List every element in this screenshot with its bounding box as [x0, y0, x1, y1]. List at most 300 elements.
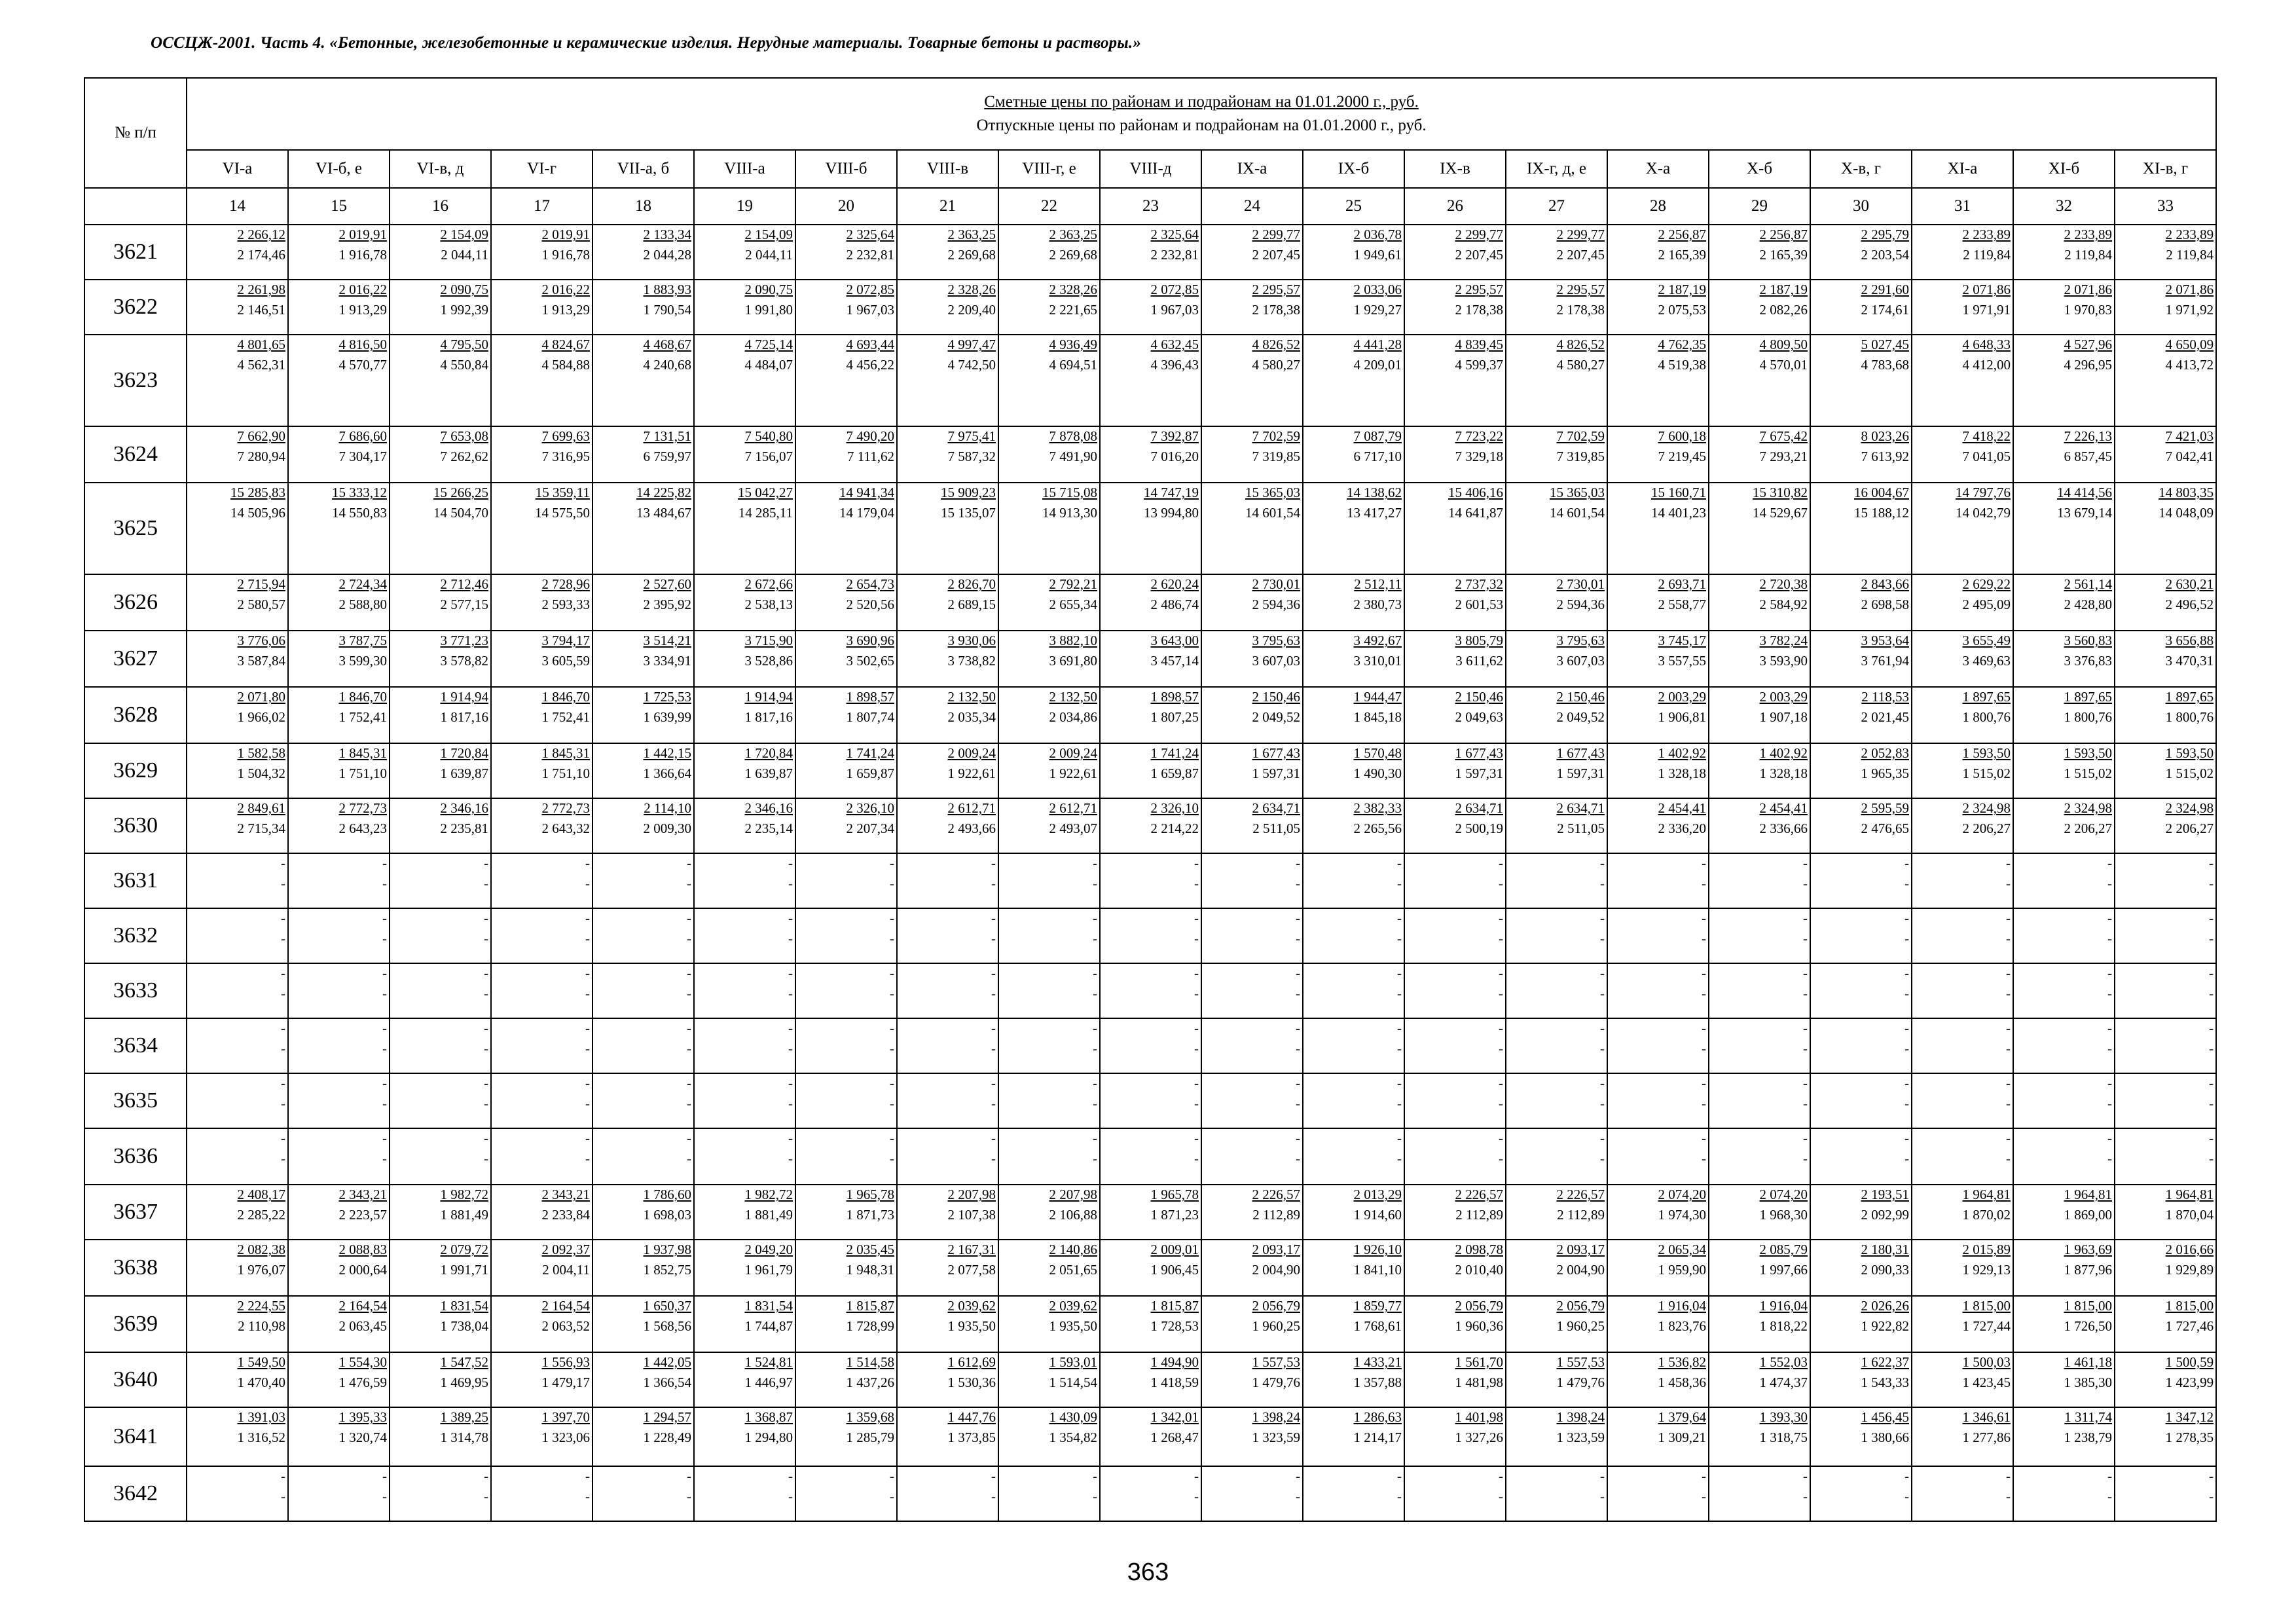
price-cell	[998, 1407, 1100, 1466]
estimate-price: -	[1093, 1020, 1097, 1036]
estimate-price: -	[991, 1020, 996, 1036]
price-cell	[288, 743, 390, 798]
price-cell	[1100, 1128, 1201, 1185]
release-price: 14 601,54	[1245, 505, 1300, 521]
price-cell	[1709, 1352, 1810, 1407]
column-index: 19	[694, 188, 795, 225]
estimate-price: 1 286,63	[1353, 1409, 1402, 1425]
release-price: -	[1194, 1041, 1199, 1056]
release-price: 2 588,80	[338, 597, 387, 612]
release-price: -	[1397, 1041, 1402, 1056]
price-cell	[694, 631, 795, 687]
release-price: -	[585, 986, 590, 1001]
estimate-price: 4 468,67	[643, 337, 691, 352]
estimate-price: 3 656,88	[2165, 633, 2214, 648]
price-cell	[491, 743, 592, 798]
release-price: -	[1803, 1151, 1808, 1166]
estimate-price: 2 634,71	[1455, 800, 1503, 816]
release-price: 1 800,76	[2165, 709, 2214, 725]
price-cell	[1709, 908, 1810, 963]
estimate-price: -	[585, 1020, 590, 1036]
column-index: 14	[187, 188, 288, 225]
estimate-price: 2 071,80	[237, 689, 285, 705]
estimate-price: -	[991, 1130, 996, 1146]
price-cell	[187, 631, 288, 687]
price-cell	[592, 1240, 694, 1296]
release-price: 2 232,81	[846, 247, 894, 263]
price-cell	[1201, 908, 1303, 963]
release-price: -	[991, 1096, 996, 1111]
estimate-price: 4 997,47	[947, 337, 996, 352]
price-cell	[1810, 1407, 1912, 1466]
release-price: 2 178,38	[1556, 302, 1605, 318]
price-cell	[1404, 1073, 1506, 1128]
release-price: -	[1499, 1096, 1503, 1111]
price-cell	[2115, 743, 2216, 798]
price-cell	[795, 1352, 897, 1407]
price-cell	[998, 574, 1100, 631]
release-price: -	[1093, 931, 1097, 946]
price-cell	[694, 426, 795, 483]
table-row	[84, 908, 2216, 963]
estimate-price: 1 741,24	[846, 745, 894, 761]
release-price: -	[281, 931, 285, 946]
price-cell	[1912, 1352, 2013, 1407]
release-price: 2 207,45	[1455, 247, 1503, 263]
estimate-price: 3 643,00	[1150, 633, 1199, 648]
release-price: 2 577,15	[440, 597, 488, 612]
estimate-price: -	[484, 910, 488, 926]
estimate-price: 14 138,62	[1347, 485, 1402, 500]
estimate-price: 4 693,44	[846, 337, 894, 352]
release-price: -	[484, 1488, 488, 1504]
estimate-price: -	[585, 1075, 590, 1091]
price-cell	[1201, 1407, 1303, 1466]
estimate-price: 2 512,11	[1354, 576, 1402, 592]
estimate-price: 2 343,21	[338, 1187, 387, 1202]
price-cell	[897, 1352, 998, 1407]
release-price: 1 469,95	[440, 1375, 488, 1390]
estimate-price: 1 612,69	[947, 1354, 996, 1370]
release-price: 14 401,23	[1651, 505, 1706, 521]
estimate-price: 3 795,63	[1556, 633, 1605, 648]
price-cell	[2013, 1407, 2115, 1466]
release-price: 2 004,90	[1556, 1262, 1605, 1278]
release-price: 2 493,66	[947, 821, 996, 836]
estimate-price: 7 702,59	[1252, 428, 1300, 444]
release-price: -	[281, 876, 285, 891]
release-price: -	[1803, 986, 1808, 1001]
estimate-price: -	[1093, 855, 1097, 871]
price-cell	[1912, 1407, 2013, 1466]
release-price: 1 530,36	[947, 1375, 996, 1390]
price-title-cell	[187, 78, 2216, 150]
estimate-price: 7 600,18	[1658, 428, 1706, 444]
release-price: -	[1194, 876, 1199, 891]
release-price: -	[1499, 931, 1503, 946]
estimate-price: 1 442,15	[643, 745, 691, 761]
release-price: 1 314,78	[440, 1430, 488, 1445]
estimate-price: 2 065,34	[1658, 1242, 1706, 1257]
estimate-price: 1 914,94	[744, 689, 793, 705]
release-price: -	[1296, 1151, 1300, 1166]
estimate-price: 7 699,63	[541, 428, 590, 444]
price-cell	[998, 1352, 1100, 1407]
price-cell	[288, 280, 390, 335]
estimate-price: -	[788, 855, 793, 871]
release-price: 1 913,29	[541, 302, 590, 318]
estimate-price: 15 365,03	[1245, 485, 1300, 500]
estimate-price: 1 963,69	[2064, 1242, 2112, 1257]
estimate-price: -	[1803, 1468, 1808, 1484]
release-price: 14 641,87	[1448, 505, 1503, 521]
release-price: 2 476,65	[1861, 821, 1909, 836]
estimate-price: 2 826,70	[947, 576, 996, 592]
estimate-price: 3 771,23	[440, 633, 488, 648]
release-price: 1 423,45	[1962, 1375, 2011, 1390]
estimate-price: -	[2209, 910, 2214, 926]
release-price: -	[1904, 1096, 1909, 1111]
price-cell	[491, 1018, 592, 1073]
estimate-price: 1 401,98	[1455, 1409, 1503, 1425]
price-cell	[1201, 574, 1303, 631]
release-price: -	[2107, 986, 2112, 1001]
release-price: 14 042,79	[1956, 505, 2011, 521]
estimate-price: 2 164,54	[338, 1298, 387, 1314]
release-price: -	[585, 1488, 590, 1504]
release-price: -	[1194, 1096, 1199, 1111]
estimate-price: 2 346,16	[744, 800, 793, 816]
estimate-price: 2 843,66	[1861, 576, 1909, 592]
release-price: 7 280,94	[237, 449, 285, 464]
price-cell	[1810, 963, 1912, 1018]
price-cell	[592, 1296, 694, 1352]
estimate-price: 2 026,26	[1861, 1298, 1909, 1314]
price-cell	[592, 1407, 694, 1466]
release-price: -	[1499, 986, 1503, 1001]
price-cell	[491, 280, 592, 335]
price-cell	[694, 1018, 795, 1073]
estimate-price: 2 325,64	[846, 227, 894, 242]
price-cell	[491, 225, 592, 280]
release-price: 1 727,46	[2165, 1318, 2214, 1334]
estimate-price: 4 839,45	[1455, 337, 1503, 352]
estimate-price: 2 712,46	[440, 576, 488, 592]
release-price: 7 016,20	[1150, 449, 1199, 464]
estimate-price: 2 224,55	[237, 1298, 285, 1314]
estimate-price: -	[1194, 1468, 1199, 1484]
release-price: 1 965,35	[1861, 766, 1909, 781]
release-price: 1 728,99	[846, 1318, 894, 1334]
release-price: 2 034,86	[1049, 709, 1097, 725]
release-price: 1 479,76	[1556, 1375, 1605, 1390]
release-price: 2 119,84	[2166, 247, 2214, 263]
release-price: 1 922,61	[1049, 766, 1097, 781]
release-price: 1 214,17	[1353, 1430, 1402, 1445]
estimate-price: 2 328,26	[947, 282, 996, 297]
release-price: 4 396,43	[1150, 357, 1199, 373]
estimate-price: 2 295,79	[1861, 227, 1909, 242]
estimate-price: 1 397,70	[541, 1409, 590, 1425]
estimate-price: 2 295,57	[1556, 282, 1605, 297]
release-price: 1 751,10	[338, 766, 387, 781]
estimate-price: -	[890, 1075, 894, 1091]
estimate-price: 4 801,65	[237, 337, 285, 352]
estimate-price: 1 456,45	[1861, 1409, 1909, 1425]
price-cell	[1709, 1185, 1810, 1240]
price-cell	[491, 335, 592, 426]
price-cell	[187, 335, 288, 426]
column-index: 22	[998, 188, 1100, 225]
estimate-price: 1 582,58	[237, 745, 285, 761]
estimate-price: -	[382, 855, 387, 871]
estimate-price: -	[1702, 1075, 1706, 1091]
release-price: 14 601,54	[1550, 505, 1605, 521]
estimate-price: -	[1904, 1020, 1909, 1036]
price-cell	[1912, 280, 2013, 335]
estimate-price: 1 514,58	[846, 1354, 894, 1370]
release-price: 2 500,19	[1455, 821, 1503, 836]
release-price: 2 035,34	[947, 709, 996, 725]
release-price: 1 817,16	[744, 709, 793, 725]
release-price: 1 543,33	[1861, 1375, 1909, 1390]
price-cell	[2013, 1073, 2115, 1128]
price-cell	[390, 1018, 491, 1073]
price-cell	[491, 1240, 592, 1296]
release-price: 14 529,67	[1753, 505, 1808, 521]
release-price: -	[382, 1096, 387, 1111]
estimate-price: -	[2107, 965, 2112, 981]
estimate-price: -	[687, 1468, 691, 1484]
price-cell	[795, 426, 897, 483]
release-price: 2 538,13	[744, 597, 793, 612]
price-cell	[1100, 687, 1201, 743]
estimate-price: -	[1499, 1468, 1503, 1484]
release-price: -	[1397, 931, 1402, 946]
estimate-price: -	[991, 910, 996, 926]
page-number: 363	[1127, 1559, 1169, 1586]
estimate-price: 2 226,57	[1252, 1187, 1300, 1202]
item-number: 3634	[84, 1018, 187, 1073]
estimate-price: -	[382, 1130, 387, 1146]
release-price: 14 179,04	[839, 505, 894, 521]
estimate-price: 2 291,60	[1861, 282, 1909, 297]
price-cell	[187, 426, 288, 483]
release-price: 3 761,94	[1861, 653, 1909, 669]
price-cell	[998, 963, 1100, 1018]
price-cell	[187, 1073, 288, 1128]
price-cell	[1201, 225, 1303, 280]
price-cell	[491, 1073, 592, 1128]
estimate-price: 2 724,34	[338, 576, 387, 592]
price-cell	[2115, 1407, 2216, 1466]
release-price: 1 481,98	[1455, 1375, 1503, 1390]
release-price: 1 366,64	[643, 766, 691, 781]
estimate-price: 1 461,18	[2064, 1354, 2112, 1370]
release-price: -	[991, 876, 996, 891]
release-price: 1 639,99	[643, 709, 691, 725]
release-price: 4 456,22	[846, 357, 894, 373]
price-cell	[795, 743, 897, 798]
release-price: 3 470,31	[2165, 653, 2214, 669]
estimate-price: 3 776,06	[237, 633, 285, 648]
estimate-price: 1 395,33	[338, 1409, 387, 1425]
release-price: 2 165,39	[1658, 247, 1706, 263]
release-price: 1 929,27	[1353, 302, 1402, 318]
price-cell	[390, 1407, 491, 1466]
price-cell	[2115, 1296, 2216, 1352]
release-price: 3 587,84	[237, 653, 285, 669]
release-price: 2 049,52	[1556, 709, 1605, 725]
price-cell	[1709, 687, 1810, 743]
release-price: 1 568,56	[643, 1318, 691, 1334]
column-index: 16	[390, 188, 491, 225]
release-price: 1 968,30	[1759, 1207, 1808, 1223]
estimate-price: 2 114,10	[644, 800, 691, 816]
release-price: 7 329,18	[1455, 449, 1503, 464]
estimate-price: 3 514,21	[643, 633, 691, 648]
release-price: -	[1803, 876, 1808, 891]
release-price: 2 207,45	[1252, 247, 1300, 263]
estimate-price: 2 561,14	[2064, 576, 2112, 592]
price-cell	[592, 225, 694, 280]
price-cell	[592, 1466, 694, 1521]
estimate-price: 2 072,85	[846, 282, 894, 297]
release-price: 1 751,10	[541, 766, 590, 781]
price-cell	[390, 631, 491, 687]
release-price: 3 593,90	[1759, 653, 1808, 669]
item-number: 3631	[84, 853, 187, 908]
estimate-price: 1 524,81	[744, 1354, 793, 1370]
region-header: XI-б	[2013, 150, 2115, 188]
estimate-price: -	[788, 910, 793, 926]
release-price: 2 643,23	[338, 821, 387, 836]
estimate-price: -	[2006, 965, 2011, 981]
region-header: VIII-в	[897, 150, 998, 188]
price-cell	[1506, 963, 1607, 1018]
column-index: 21	[897, 188, 998, 225]
release-price: 2 063,52	[541, 1318, 590, 1334]
release-price: 1 997,66	[1759, 1262, 1808, 1278]
release-price: -	[687, 1151, 691, 1166]
estimate-price: 2 118,53	[1861, 689, 1909, 705]
release-price: -	[1296, 1488, 1300, 1504]
estimate-price: 1 720,84	[744, 745, 793, 761]
release-price: 2 063,45	[338, 1318, 387, 1334]
price-cell	[491, 1185, 592, 1240]
price-cell	[1810, 1352, 1912, 1407]
price-cell	[1303, 1240, 1404, 1296]
price-cell	[187, 853, 288, 908]
price-cell	[998, 483, 1100, 574]
release-price: 1 515,02	[2165, 766, 2214, 781]
estimate-price: 1 398,24	[1252, 1409, 1300, 1425]
price-cell	[1912, 1185, 2013, 1240]
price-cell	[1303, 574, 1404, 631]
release-price: -	[1397, 876, 1402, 891]
estimate-price: 3 787,75	[338, 633, 387, 648]
estimate-price: 8 023,26	[1861, 428, 1909, 444]
estimate-price: -	[2209, 1468, 2214, 1484]
estimate-price: 3 882,10	[1049, 633, 1097, 648]
release-price: 13 679,14	[2057, 505, 2112, 521]
price-cell	[288, 908, 390, 963]
estimate-price: -	[687, 910, 691, 926]
price-cell	[897, 1128, 998, 1185]
release-price: 1 976,07	[237, 1262, 285, 1278]
estimate-price: 1 442,05	[643, 1354, 691, 1370]
release-price: 1 991,80	[744, 302, 793, 318]
item-number: 3637	[84, 1185, 187, 1240]
estimate-price: -	[1397, 1130, 1402, 1146]
release-price: 1 949,61	[1353, 247, 1402, 263]
price-cell	[390, 225, 491, 280]
item-number: 3632	[84, 908, 187, 963]
item-number: 3639	[84, 1296, 187, 1352]
release-price: -	[1600, 931, 1605, 946]
estimate-price: 3 953,64	[1861, 633, 1909, 648]
estimate-price: -	[281, 1075, 285, 1091]
release-price: -	[1296, 1096, 1300, 1111]
release-price: 1 698,03	[643, 1207, 691, 1223]
estimate-price: 4 795,50	[440, 337, 488, 352]
release-price: 1 790,54	[643, 302, 691, 318]
estimate-price: 2 382,33	[1353, 800, 1402, 816]
estimate-price: -	[991, 1075, 996, 1091]
price-cell	[694, 687, 795, 743]
estimate-price: 1 368,87	[744, 1409, 793, 1425]
price-cell	[491, 426, 592, 483]
release-price: 4 570,77	[338, 357, 387, 373]
release-price: 1 800,76	[2064, 709, 2112, 725]
release-price: 14 505,96	[230, 505, 285, 521]
estimate-price: 1 547,52	[440, 1354, 488, 1370]
price-cell	[998, 1073, 1100, 1128]
price-cell	[1709, 1407, 1810, 1466]
estimate-price: 1 294,57	[643, 1409, 691, 1425]
release-price: 1 238,79	[2064, 1430, 2112, 1445]
estimate-price: 7 723,22	[1455, 428, 1503, 444]
estimate-price: 2 730,01	[1252, 576, 1300, 592]
release-price: 2 112,89	[1557, 1207, 1605, 1223]
price-cell	[1100, 798, 1201, 853]
price-cell	[288, 1407, 390, 1466]
price-cell	[1303, 908, 1404, 963]
release-price: 1 966,02	[237, 709, 285, 725]
estimate-price: 2 033,06	[1353, 282, 1402, 297]
price-cell	[694, 798, 795, 853]
estimate-price: -	[1296, 855, 1300, 871]
release-price: 2 010,40	[1455, 1262, 1503, 1278]
price-cell	[998, 853, 1100, 908]
release-price: -	[2209, 1488, 2214, 1504]
price-cell	[897, 1240, 998, 1296]
price-cell	[1506, 1407, 1607, 1466]
release-price: 1 967,03	[846, 302, 894, 318]
estimate-price: 5 027,45	[1861, 337, 1909, 352]
release-price: 2 496,52	[2165, 597, 2214, 612]
item-number: 3628	[84, 687, 187, 743]
price-cell	[2013, 280, 2115, 335]
release-price: 1 470,40	[237, 1375, 285, 1390]
release-price: 2 558,77	[1658, 597, 1706, 612]
price-cell	[1404, 687, 1506, 743]
estimate-price: 2 295,57	[1455, 282, 1503, 297]
release-price: 2 655,34	[1049, 597, 1097, 612]
price-cell	[1303, 225, 1404, 280]
release-price: -	[890, 931, 894, 946]
price-cell	[187, 1466, 288, 1521]
